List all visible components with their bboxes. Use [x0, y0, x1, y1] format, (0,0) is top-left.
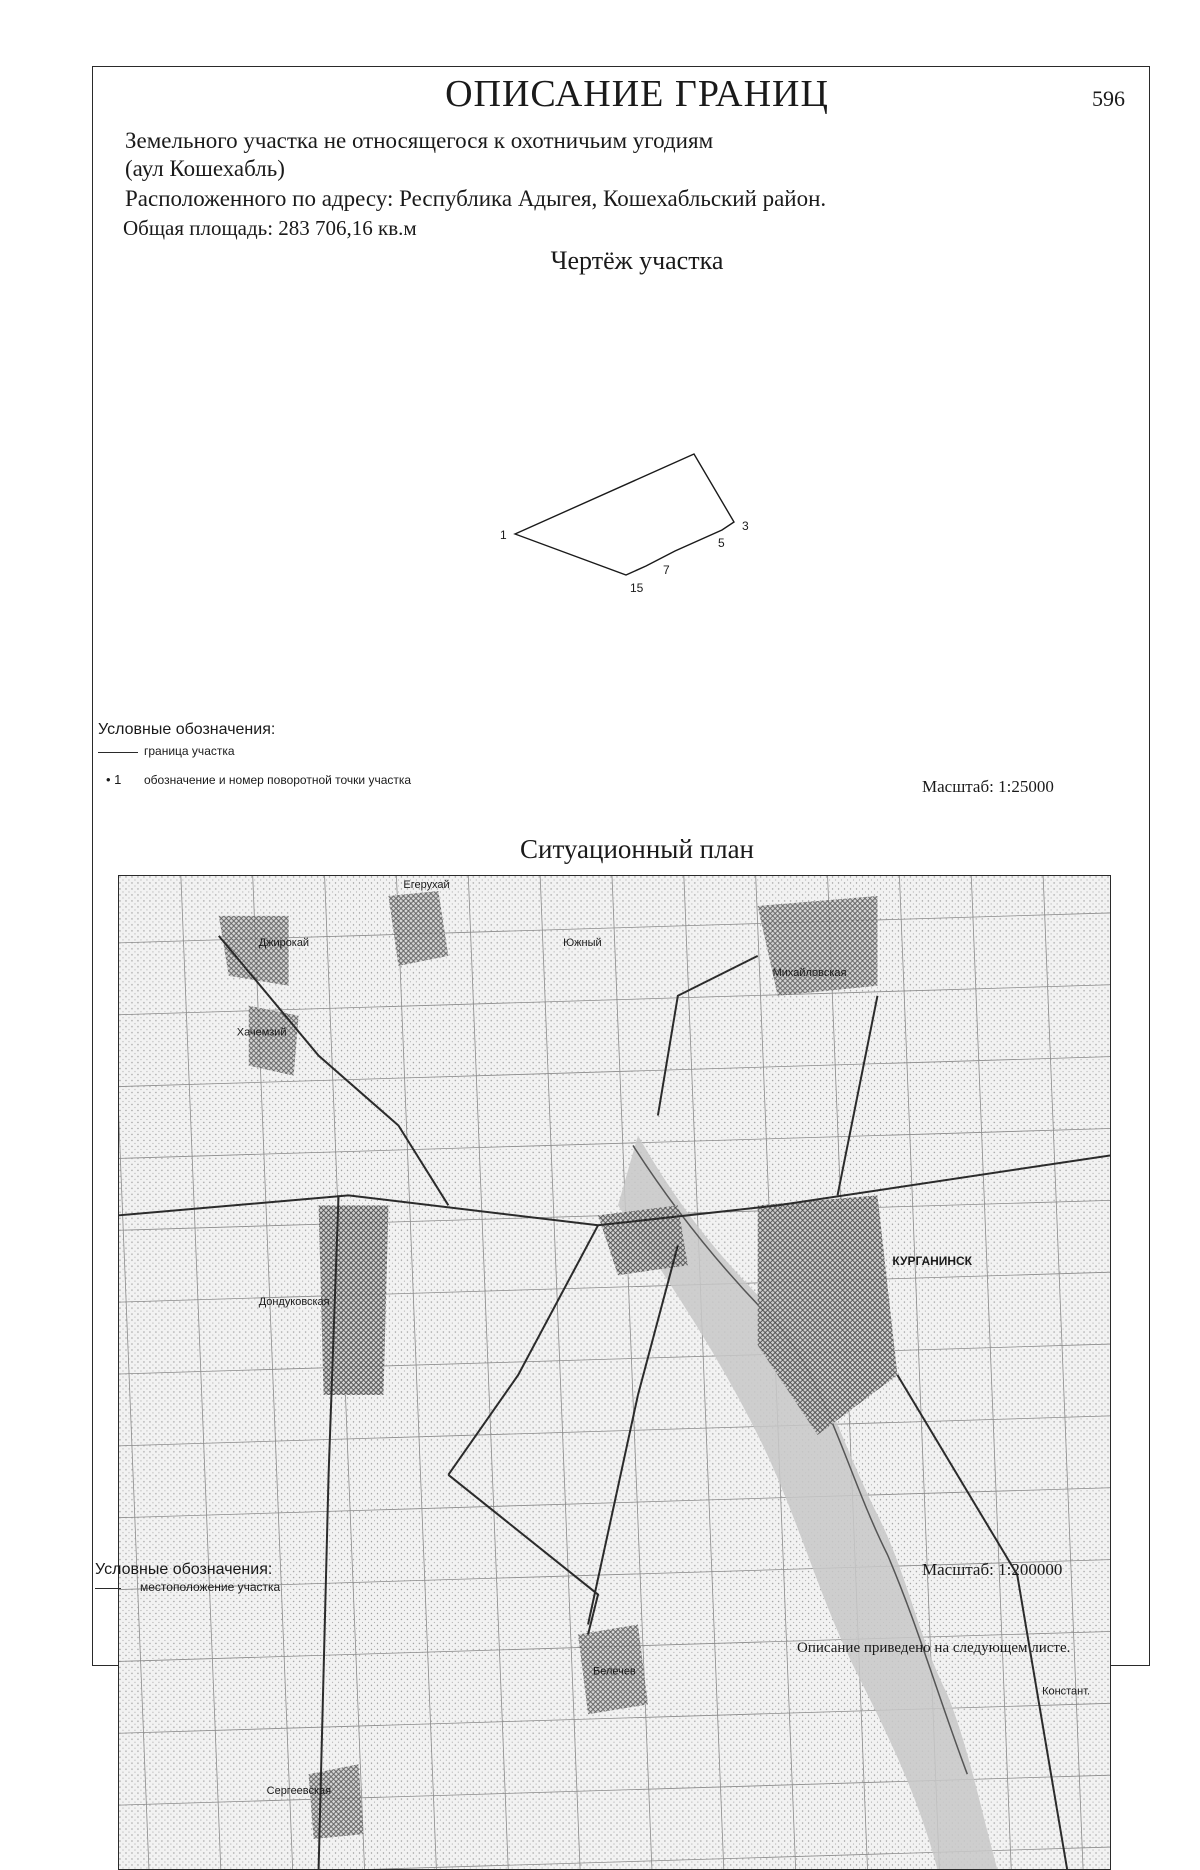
map-label-kurganinsk: КУРГАНИНСК: [892, 1254, 972, 1269]
document-title: ОПИСАНИЕ ГРАНИЦ: [445, 73, 829, 115]
map-label-khachemzy: Хачемзий: [236, 1026, 287, 1039]
map-label-mikhaylovskaya: Михайловская: [772, 966, 847, 979]
map-label-dondukovskaya: Дондуковская: [258, 1296, 330, 1309]
legend-location-line: [95, 1588, 121, 1589]
legend-point-label: обозначение и номер поворотной точки участка: [144, 773, 412, 787]
map-label-beleche: Белечев: [593, 1665, 636, 1678]
map-label-sergeevskaya: Сергеевская: [266, 1785, 332, 1798]
parcel-boundary: [515, 454, 734, 575]
parcel-settlement: (аул Кошехабль): [125, 156, 285, 181]
legend-title: Условные обозначения:: [98, 721, 276, 738]
situational-plan-title: Ситуационный план: [519, 834, 755, 864]
map-label-yuzhny: Южный: [563, 936, 602, 949]
map-label-konstantinovskaya: Констант.: [1042, 1685, 1091, 1698]
point-label-5: 5: [718, 536, 725, 550]
legend-title-2: Условные обозначения:: [95, 1561, 273, 1578]
point-label-15: 15: [630, 581, 644, 595]
legend-boundary-line: [98, 752, 138, 753]
parcel-description: Земельного участка не относящегося к охотничьим угодиям: [125, 128, 714, 153]
situational-map: [118, 875, 1111, 1870]
sheet-number: 596: [1092, 86, 1125, 111]
point-label-3: 3: [742, 519, 749, 533]
drawing-title: Чертёж участка: [550, 246, 724, 275]
parcel-drawing: [470, 440, 770, 610]
map-label-egerukhay: Егерухай: [403, 878, 450, 891]
parcel-address: Расположенного по адресу: Республика Адыгея, Кошехабльский район.: [125, 186, 827, 211]
point-label-1: 1: [500, 528, 507, 542]
topographic-map: [119, 876, 1110, 1869]
legend-location-label: местоположение участка: [140, 1580, 281, 1594]
footer-note: Описание приведено на следующем листе.: [797, 1640, 1071, 1656]
parcel-area: Общая площадь: 283 706,16 кв.м: [123, 216, 417, 240]
drawing-scale: Масштаб: 1:25000: [922, 777, 1054, 796]
legend-point-symbol: • 1: [106, 772, 122, 787]
point-label-7: 7: [663, 563, 670, 577]
legend-boundary-label: граница участка: [144, 744, 235, 758]
map-label-dzhirokay: Джирокай: [258, 936, 310, 949]
map-scale: Масштаб: 1:200000: [922, 1560, 1063, 1579]
